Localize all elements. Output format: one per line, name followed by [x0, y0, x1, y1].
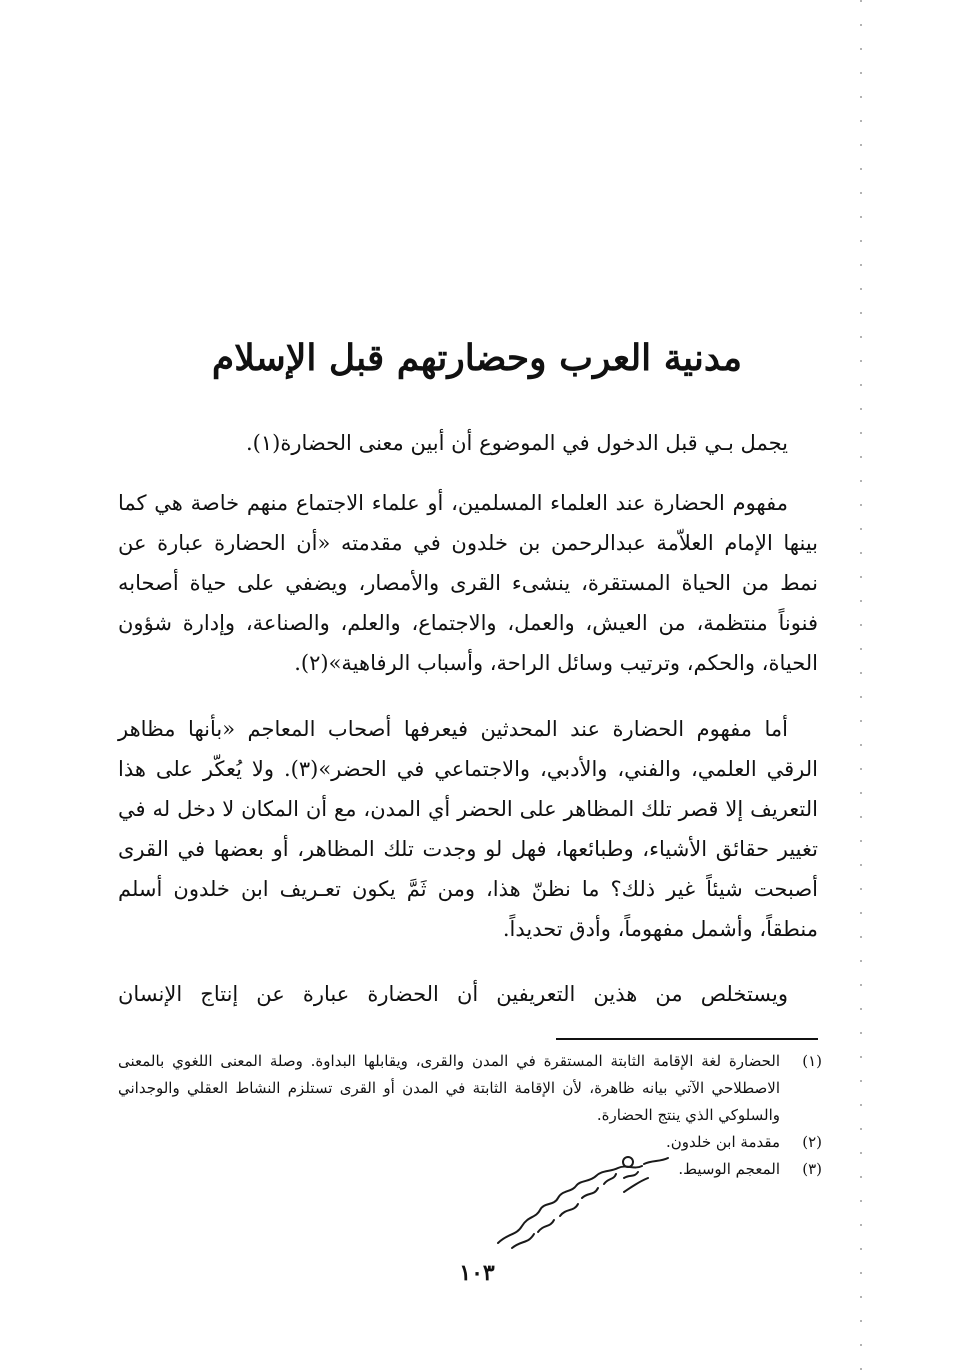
handwritten-signature	[478, 1148, 678, 1258]
paragraph-1-text: يجمل بـي قبل الدخول في الموضوع أن أبين معنى الحضارة(١).	[246, 431, 788, 455]
footnote-3	[118, 1156, 822, 1183]
footnote-text: مقدمة ابن خلدون.	[665, 1133, 780, 1151]
footnote-text: الحضارة لغة الإقامة الثابتة المستقرة في المدن والقرى، ويقابلها البداوة. وصلة المعنى اللغوي بالمعنى الاصطلاحي الآتي بيانه ظاهرة، لأن الإقامة الثابتة في المدن أو القرى تستلزم النشاط العقلي والوجداني والسلوكي الذي ينتج الحضارة.	[118, 1052, 780, 1124]
paragraph-4-text: ويستخلص من هذين التعريفين أن الحضارة عبارة عن إنتاج الإنسان	[118, 982, 788, 1006]
paragraph-3	[118, 688, 818, 970]
footnote-divider	[556, 1038, 818, 1040]
paragraph-3-text: أما مفهوم الحضارة عند المحدثين فيعرفها أصحاب المعاجم «بأنها مظاهر الرقي العلمي، والفني، والأدبي، والاجتماعي في الحضر»(٣). ولا يُعكّر على هذا التعريف إلا قصر تلك المظاهر على الحضر أي المدن، مع أن المكان لا دخل له في تغيير حقائق الأشياء، وطبائعها، فهل لو وجدت تلك المظاهر، أو بعضها في القرى أصبحت شيئاً غير ذلك؟ ما نظنّ هذا، ومن ثَمَّ يكون تعـريف ابن خلدون أسلم منطقاً، وأشمل مفهوماً، وأدق تحديداً.	[118, 717, 818, 941]
footnotes	[118, 1048, 822, 1183]
footnote-text: المعجم الوسيط.	[678, 1160, 780, 1178]
footnote-number: (١)	[802, 1052, 822, 1070]
chapter-title: مدنية العرب وحضارتهم قبل الإسلام	[211, 337, 743, 380]
footnote-2	[118, 1129, 822, 1156]
footnote-number: (٢)	[802, 1133, 822, 1151]
paragraph-2	[118, 462, 818, 704]
page-number: ١٠٣	[459, 1260, 495, 1286]
margin-dotted-line	[858, 0, 864, 1372]
paragraph-4	[118, 953, 818, 1035]
footnote-number: (٣)	[802, 1160, 822, 1178]
footnote-1	[118, 1048, 822, 1129]
paragraph-2-text: مفهوم الحضارة عند العلماء المسلمين، أو علماء الاجتماع منهم خاصة هي كما بينها الإمام العلاّمة عبدالرحمن بن خلدون في مقدمته «أن الحضارة عبارة عن نمط من الحياة المستقرة، ينشىء القرى والأمصار، ويضفي على حياة أصحابه فنوناً منتظمة، من العيش، والعمل، والاجتماع، والعلم، والصناعة، وإدارة شؤون الحياة، والحكم، وترتيب وسائل الراحة، وأسباب الرفاهية»(٢).	[118, 491, 818, 675]
